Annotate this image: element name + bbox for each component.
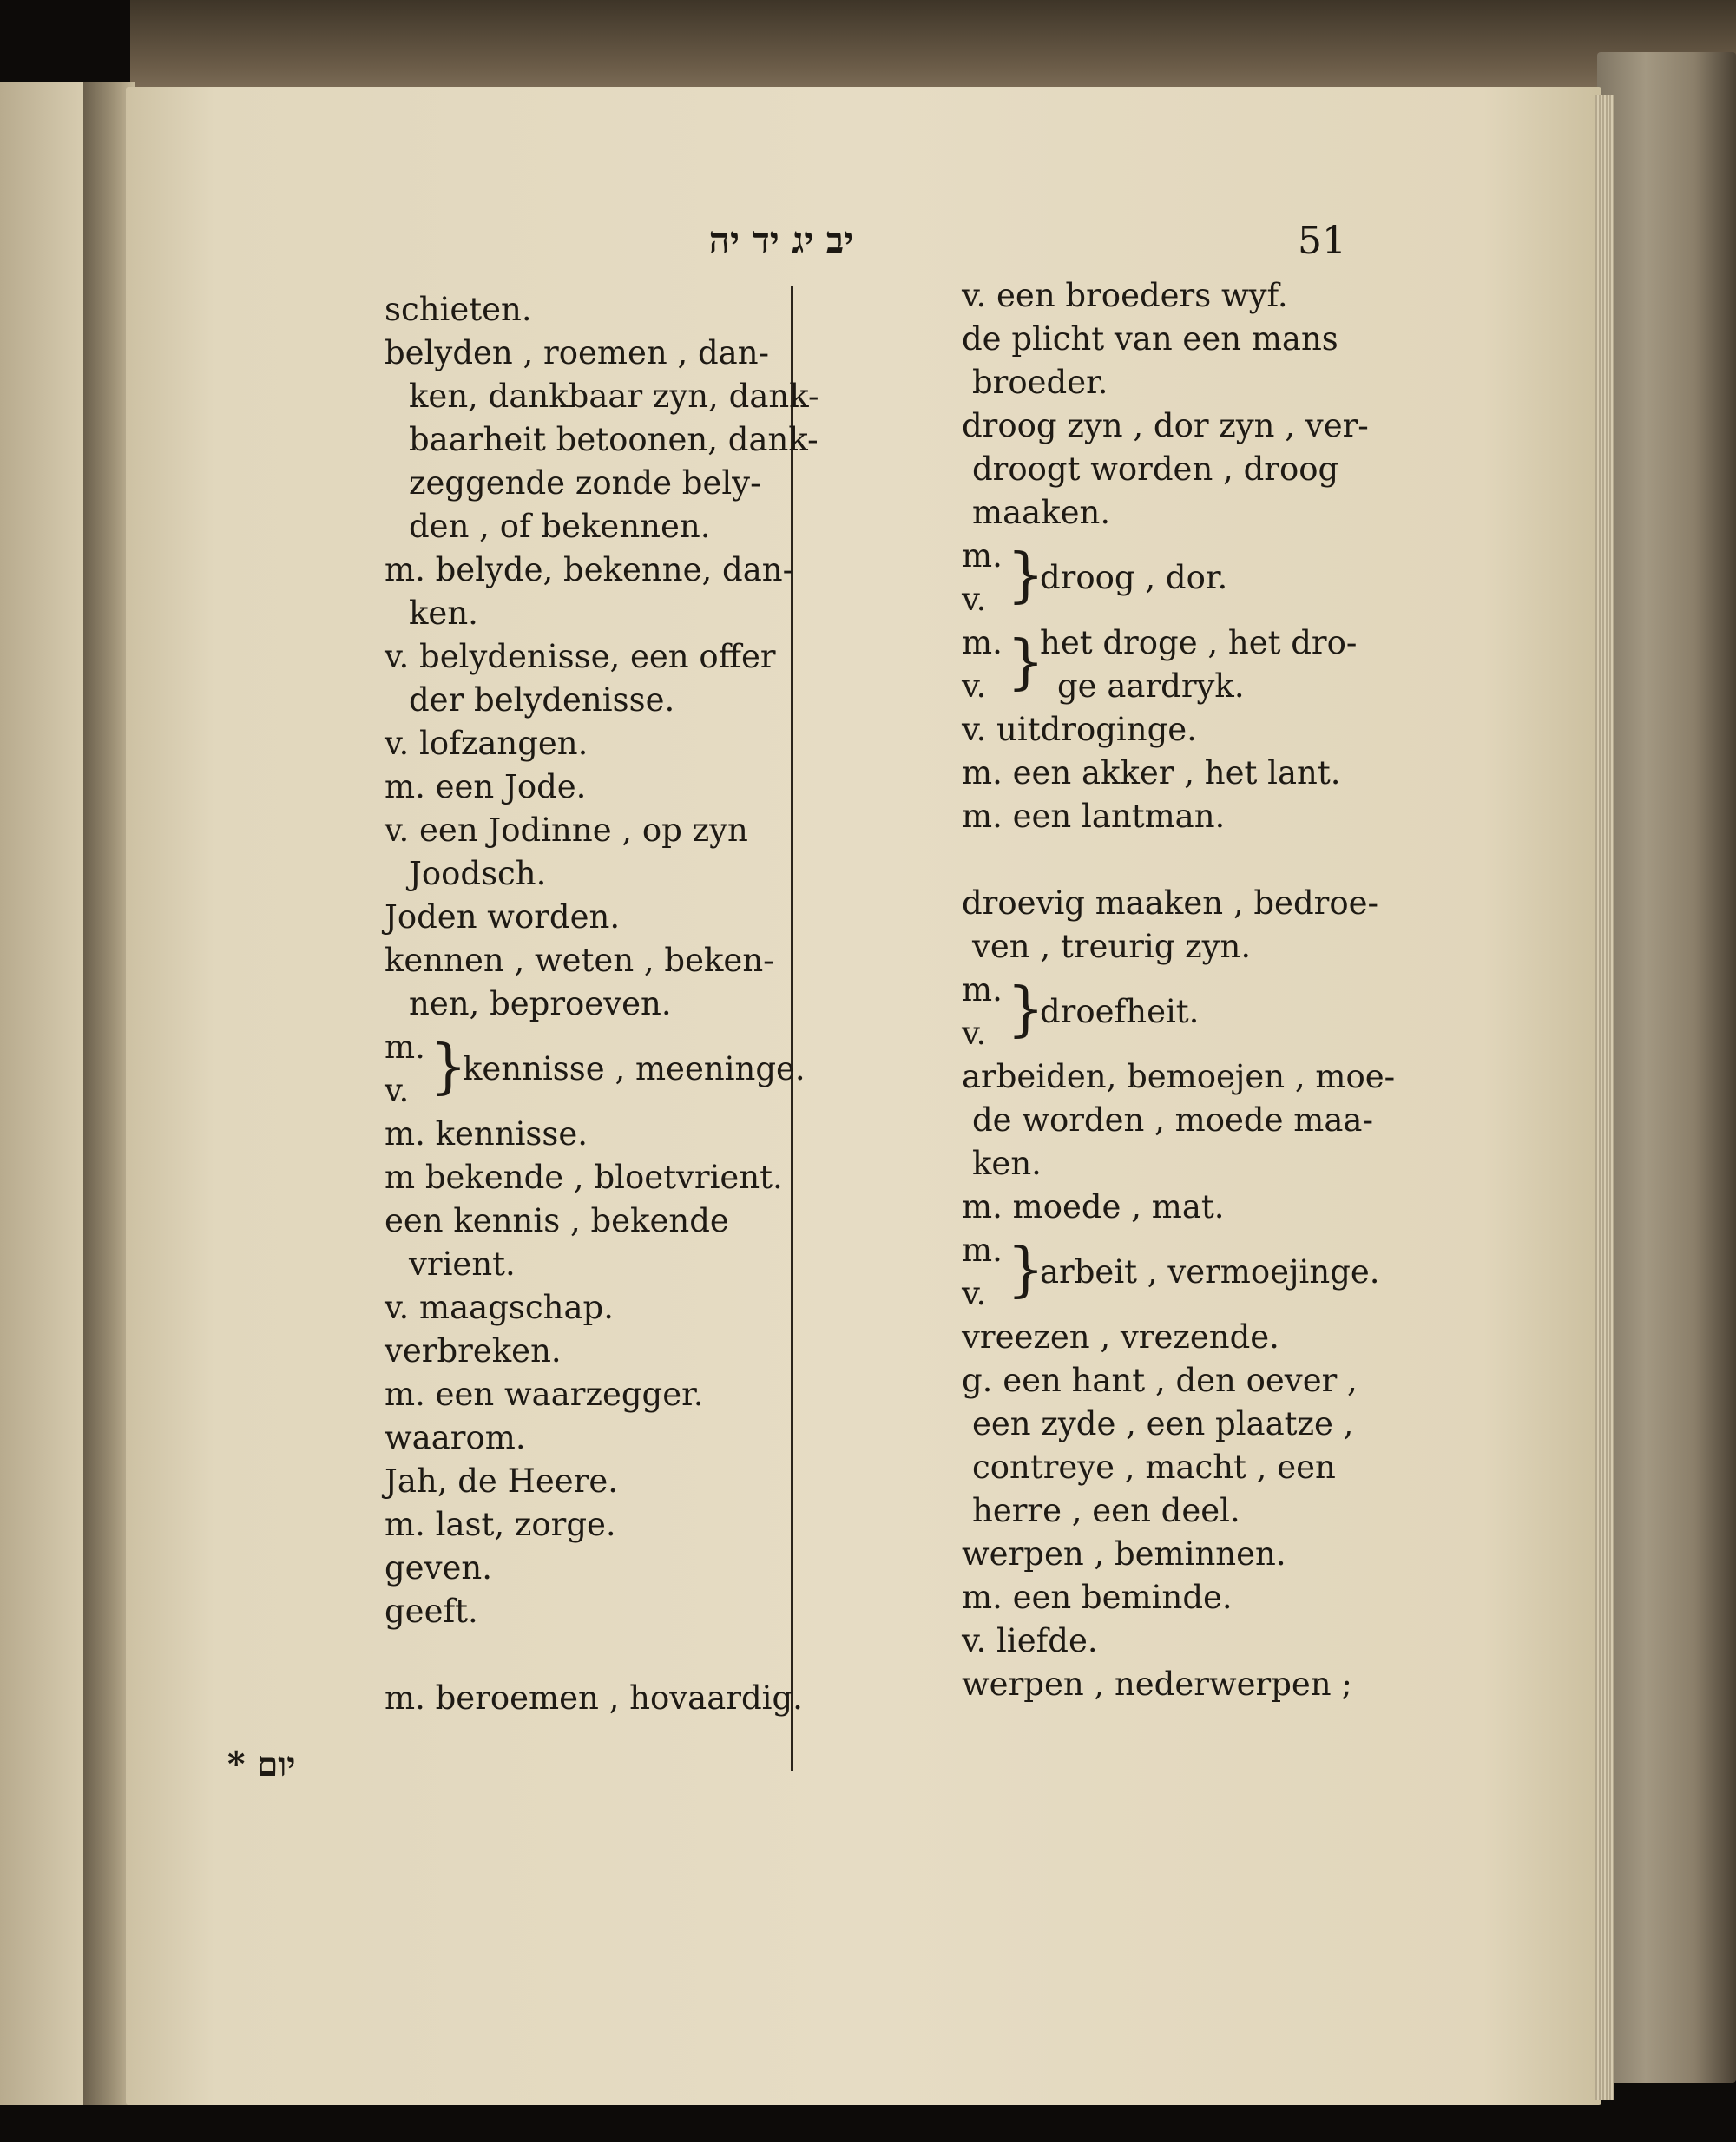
definition-line: Jah, de Heere. [385, 1462, 618, 1500]
definition [385, 1590, 478, 1633]
definition-line: m. een waarzegger. [385, 1376, 704, 1413]
definition-line: m. een beminde. [962, 1579, 1233, 1616]
grouping-brace: } [1007, 1236, 1045, 1304]
definition-line: droog zyn , dor zyn , ver- [962, 407, 1369, 444]
definition [962, 274, 1288, 318]
definition-line: g. een hant , den oever , [962, 1362, 1358, 1399]
definition [385, 1460, 618, 1503]
definition-line: baarheit betoonen, dank- [409, 421, 819, 458]
definition [962, 1186, 1225, 1229]
definition-line: geven. [385, 1549, 492, 1587]
definition-line: een zyde , een plaatze , [972, 1405, 1354, 1442]
definition [385, 722, 588, 765]
definition [385, 939, 774, 1026]
definition [962, 1359, 1358, 1533]
definition-line: m. een akker , het lant. [962, 754, 1341, 792]
definition [385, 549, 793, 635]
definition-line: waarom. [385, 1419, 526, 1456]
definition-line: m. beroemen , hovaardig. [385, 1679, 803, 1717]
definition-line: arbeiden, bemoejen , moe- [962, 1058, 1396, 1095]
definition [962, 404, 1369, 535]
grouping-brace: } [1007, 542, 1045, 610]
definition-line: ven , treurig zyn. [972, 928, 1252, 965]
book-cover-top [130, 0, 1736, 95]
gender-marker: v. [962, 1015, 987, 1052]
definition-line: ken. [972, 1145, 1042, 1182]
definition: arbeit , vermoejinge. [1040, 1253, 1380, 1291]
definition-line: v. uitdroginge. [962, 711, 1197, 748]
definition [385, 332, 819, 549]
definition-line: m. moede , mat. [962, 1188, 1225, 1225]
definition-line: m bekende , bloetvrient. [385, 1159, 783, 1196]
definition-line: den , of bekennen. [409, 508, 711, 545]
definition-line: de worden , moede maa- [972, 1101, 1373, 1139]
page-edges [1595, 95, 1614, 2100]
definition-line: droevig maaken , bedroe- [962, 884, 1378, 922]
definition-line: belyden , roemen , dan- [385, 334, 770, 371]
definition-line: m. last, zorge. [385, 1506, 616, 1543]
running-header-hebrew: יב יג יד יה [708, 219, 854, 261]
definition [962, 752, 1340, 795]
definition-line: vreezen , vrezende. [962, 1318, 1279, 1356]
definition-line: herre , een deel. [972, 1492, 1240, 1529]
definition-line: m. een lantman. [962, 798, 1226, 835]
definition-line: kennen , weten , beken- [385, 942, 774, 979]
definition-line: Joden worden. [385, 898, 621, 936]
definition: kennisse , meeninge. [463, 1050, 806, 1087]
gender-marker: v. [962, 667, 987, 705]
gender-marker: v. [962, 1275, 987, 1312]
definition-line: een kennis , bekende [385, 1202, 729, 1239]
definition-line: geeft. [385, 1593, 478, 1630]
definition-line: v. belydenisse, een offer [385, 638, 776, 675]
definition-line: ken, dankbaar zyn, dank- [409, 378, 819, 415]
definition [962, 1663, 1352, 1706]
definition-line: werpen , beminnen. [962, 1535, 1286, 1573]
gender-marker: m. [962, 971, 1003, 1009]
definition [385, 1113, 588, 1156]
gender-marker: v. [385, 1072, 410, 1109]
definition-line: v. een Jodinne , op zyn [385, 811, 748, 849]
definition [962, 1055, 1395, 1186]
definition [385, 1330, 562, 1373]
gender-marker: m. [962, 624, 1003, 661]
definition [385, 1677, 803, 1720]
definition-line: zeggende zonde bely- [409, 464, 761, 502]
book-cover-right [1597, 52, 1736, 2083]
definition-line: v. liefde. [962, 1622, 1098, 1659]
definition: droefheit. [1040, 993, 1200, 1030]
definition-line: de plicht van een mans [962, 320, 1338, 358]
definition [385, 765, 586, 809]
grouping-brace: } [1007, 628, 1045, 697]
definition [385, 635, 776, 722]
gender-marker: m. [962, 1232, 1003, 1269]
definition-line: Joodsch. [409, 855, 547, 892]
definition [962, 1316, 1279, 1359]
definition-line: m. kennisse. [385, 1115, 589, 1153]
definition: droog , dor. [1040, 559, 1228, 596]
definition [385, 809, 748, 896]
definition [385, 1373, 704, 1416]
gender-marker: m. [962, 537, 1003, 575]
definition [385, 288, 532, 332]
definition-line: maaken. [972, 494, 1111, 531]
definition-line: verbreken. [385, 1332, 562, 1370]
gender-marker: m. [385, 1028, 425, 1066]
definition-line: m. een Jode. [385, 768, 587, 805]
definition-line: contreye , macht , een [972, 1449, 1336, 1486]
definition-line: broeder. [972, 364, 1108, 401]
definition-line: v. lofzangen. [385, 725, 589, 762]
definition [962, 1576, 1233, 1620]
definition [962, 318, 1338, 404]
definition [385, 896, 620, 939]
definition-line: schieten. [385, 291, 532, 328]
definition-line: v. een broeders wyf. [962, 277, 1288, 314]
grouping-brace: } [430, 1033, 468, 1101]
page-number: 51 [1298, 219, 1346, 263]
definition [962, 1620, 1098, 1663]
definition-line: werpen , nederwerpen ; [962, 1666, 1352, 1703]
definition-line: vrient. [409, 1245, 516, 1283]
definition-line: droogt worden , droog [972, 450, 1339, 488]
definition [962, 1533, 1286, 1576]
gender-marker: v. [962, 581, 987, 618]
grouping-brace: } [1007, 976, 1045, 1044]
definition-continued: ge aardryk. [1057, 667, 1245, 705]
definition [385, 1156, 783, 1199]
definition [385, 1547, 492, 1590]
definition [962, 882, 1378, 969]
definition-line: m. belyde, bekenne, dan- [385, 551, 794, 588]
catchword: יום * [227, 1744, 296, 1784]
definition [962, 708, 1197, 752]
definition [385, 1416, 526, 1460]
definition: het droge , het dro- [1040, 624, 1358, 661]
definition-line: v. maagschap. [385, 1289, 614, 1326]
definition-line: nen, beproeven. [409, 985, 672, 1022]
definition-line: der belydenisse. [409, 681, 675, 719]
definition [385, 1199, 729, 1286]
definition [385, 1503, 616, 1547]
definition [962, 795, 1225, 838]
definition-line: ken. [409, 595, 478, 632]
facing-page-edge [0, 82, 87, 2105]
definition [385, 1286, 614, 1330]
